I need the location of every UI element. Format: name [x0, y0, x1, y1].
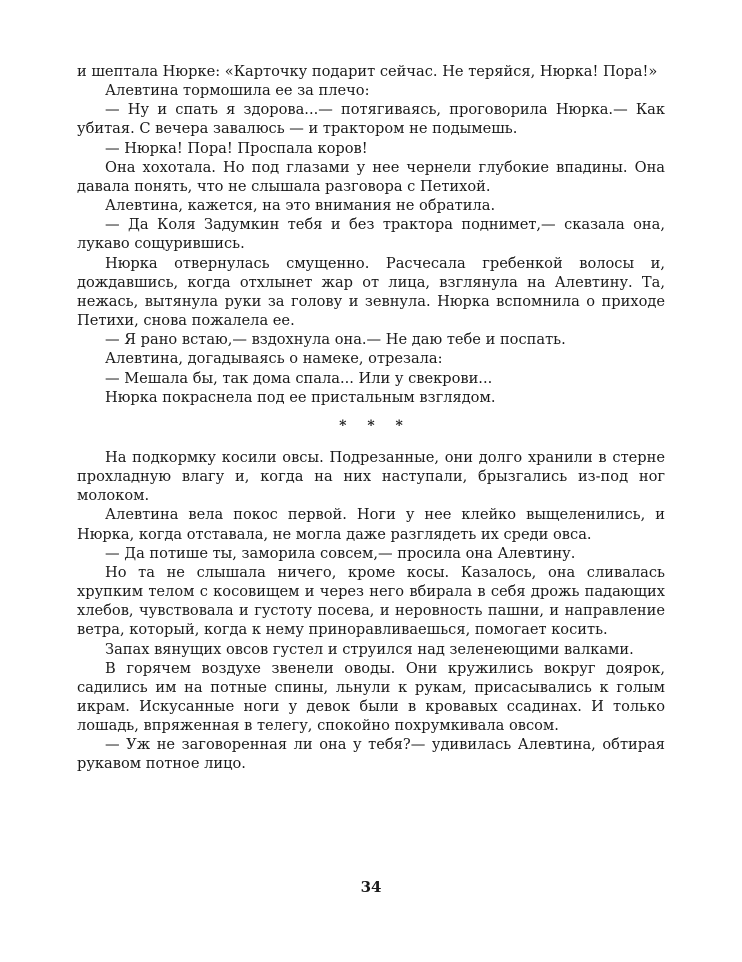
paragraph: — Уж не заговоренная ли она у тебя?— удивилась Алевтина, обтирая рукавом потное лицо.: [77, 736, 665, 773]
paragraph: Она хохотала. Но под глазами у нее чернели глубокие впадины. Она давала понять, что не слышала разговора с Петихой.: [77, 158, 665, 195]
paragraph: — Да Коля Задумкин тебя и без трактора поднимет,— сказала она, лукаво сощурившись.: [77, 216, 665, 253]
paragraph: — Мешала бы, так дома спала... Или у свекрови...: [105, 369, 493, 387]
paragraph: — Нюрка! Пора! Проспала коров!: [105, 139, 368, 157]
paragraph: Алевтина, догадываясь о намеке, отрезала:: [105, 350, 443, 368]
paragraph: и шептала Нюрке: «Карточку подарит сейчас. Не теряйся, Нюрка! Пора!»: [77, 63, 658, 80]
paragraph: Но та не слышала ничего, кроме косы. Казалось, она сливалась хрупким телом с косовищем и через него вбирала в себя дрожь падающих хлебов, чувствовала и густоту посева, и неровность пашни, и направление ветра, который, когда к нему приноравливаешься, помогает косить.: [77, 563, 665, 639]
paragraph: — Ну и спать я здорова...— потягиваясь, проговорила Нюрка.— Как убитая. С вечера завалюсь — и трактором не подымешь.: [77, 101, 665, 138]
paragraph: Алевтина, кажется, на это внимания не обратила.: [105, 197, 496, 215]
page-number: 34: [360, 878, 382, 896]
paragraph: — Да потише ты, заморила совсем,— просила она Алевтину.: [105, 544, 576, 562]
paragraph: На подкормку косили овсы. Подрезанные, они долго хранили в стерне прохладную влагу и, когда на них наступали, брызгались из-под ног молоком.: [77, 448, 665, 505]
paragraph: — Я рано встаю,— вздохнула она.— Не даю тебе и поспать.: [105, 331, 566, 349]
paragraph: Нюрка отвернулась смущенно. Расчесала гребенкой волосы и, дождавшись, когда отхлынет жар от лица, взглянула на Алевтину. Та, нежась, вытянула руки за голову и зевнула. Нюрка вспомнила о приходе Петихи, снова пожалела ее.: [77, 254, 665, 330]
section-separator: * * *: [339, 417, 411, 434]
paragraph: В горячем воздухе звенели оводы. Они кружились вокруг доярок, садились им на потные спины, льнули к рукам, присасывались к голым икрам. Искусанные ноги у девок были в кровавых ссадинах. И только лошадь, впряженная в телегу, спокойно похрумкивала овсом.: [77, 659, 665, 735]
paragraph: Нюрка покраснела под ее пристальным взглядом.: [105, 388, 496, 406]
paragraph: Алевтина тормошила ее за плечо:: [105, 82, 370, 100]
page-body: [77, 62, 665, 774]
paragraph: Алевтина вела покос первой. Ноги у нее клейко выщеленились, и Нюрка, когда отставала, не могла даже разглядеть их среди овса.: [77, 506, 665, 543]
paragraph: Запах вянущих овсов густел и струился над зеленеющими валками.: [105, 640, 634, 658]
